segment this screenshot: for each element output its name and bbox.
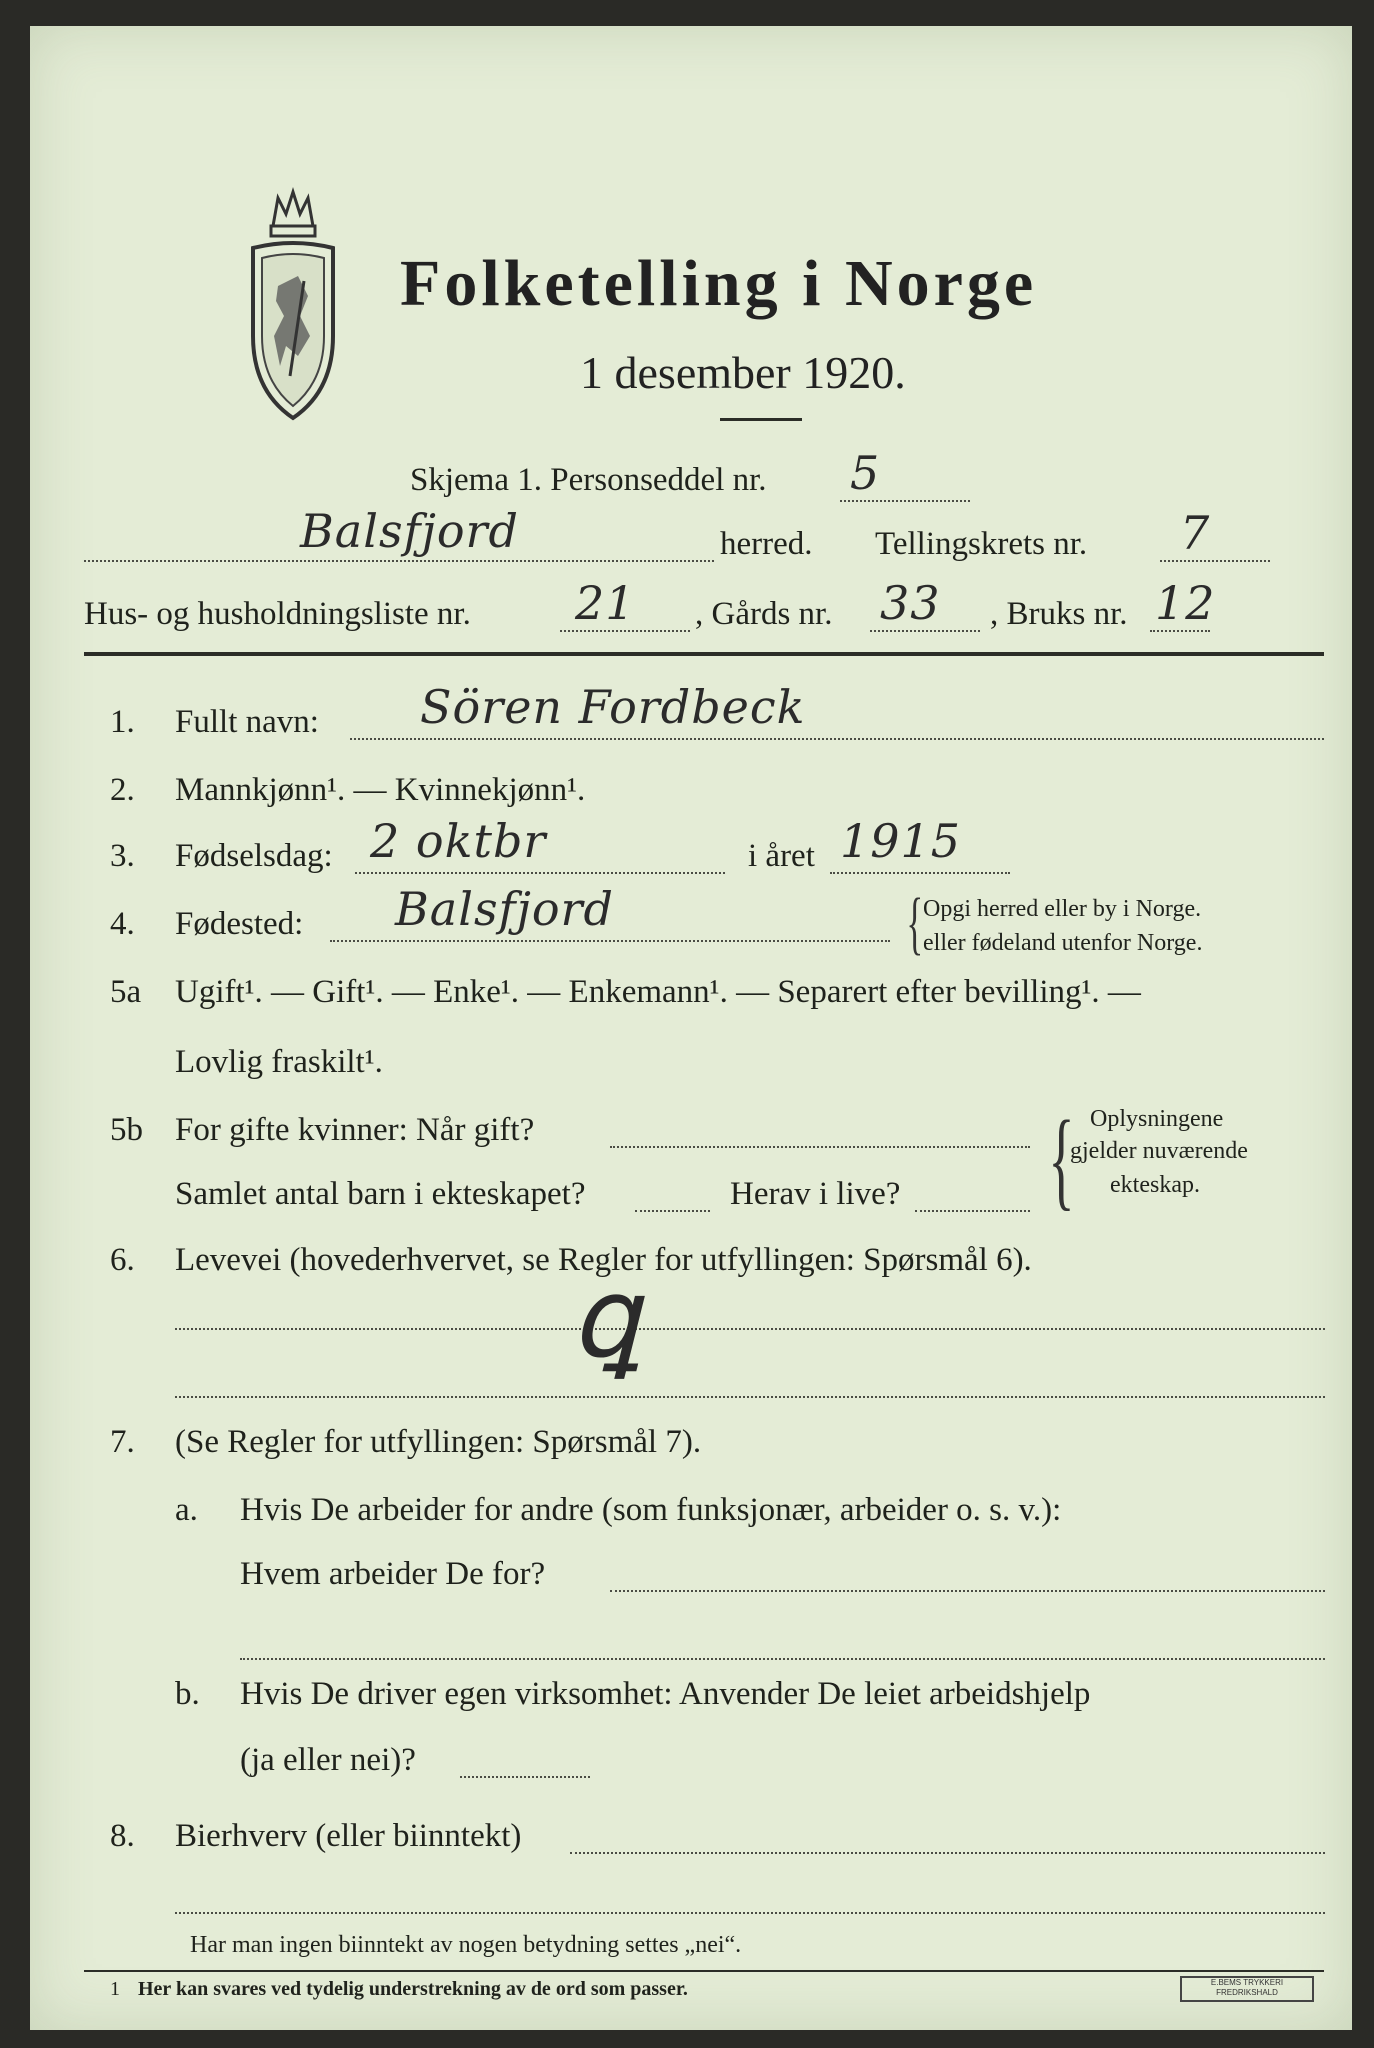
q5b-alive-label: Herav i live? (730, 1176, 901, 1212)
q7a-dots-2 (240, 1658, 1325, 1660)
q4-brace: { (906, 885, 924, 962)
header-rule (84, 652, 1324, 656)
skjema-dots (840, 500, 970, 502)
q2-label: Mannkjønn¹. — Kvinnekjønn¹. (175, 772, 586, 808)
q3-year-label: i året (748, 838, 815, 874)
bruk-value[interactable]: 12 (1155, 576, 1216, 630)
q4-label: Fødested: (175, 906, 304, 942)
title-divider (720, 418, 802, 421)
q3-number: 3. (110, 838, 135, 874)
herred-label: herred. (720, 526, 813, 562)
q8-dots-1 (570, 1852, 1325, 1854)
q5b-brace: { (1048, 1098, 1075, 1220)
q6-mark[interactable]: ꝗ (570, 1254, 641, 1382)
q5b-alive-dots (915, 1210, 1030, 1212)
q7a-dots-1 (610, 1590, 1325, 1592)
q4-number: 4. (110, 906, 135, 942)
q5b-note-2: gjelder nuværende (1070, 1138, 1248, 1164)
q2-number: 2. (110, 772, 135, 808)
q1-number: 1. (110, 704, 135, 740)
q7a-line1: Hvis De arbeider for andre (som funksjonær, arbeider o. s. v.): (240, 1492, 1062, 1528)
q6-label: Levevei (hovederhvervet, se Regler for utfyllingen: Spørsmål 6). (175, 1242, 1032, 1278)
q5b-line1: For gifte kvinner: Når gift? (175, 1112, 535, 1148)
krets-label: Tellingskrets nr. (875, 526, 1088, 562)
q5a-number: 5a (110, 974, 142, 1010)
q5b-married-dots (610, 1146, 1030, 1148)
q8-note: Har man ingen biinntekt av nogen betydning settes „nei“. (190, 1932, 742, 1958)
skjema-label: Skjema 1. Personseddel nr. (410, 462, 767, 498)
q3-label: Fødselsdag: (175, 838, 333, 874)
gard-value[interactable]: 33 (880, 576, 941, 630)
q6-number: 6. (110, 1242, 135, 1278)
census-form-sheet (30, 26, 1352, 2030)
q7b-line2: (ja eller nei)? (240, 1742, 416, 1778)
q3-value[interactable]: 2 oktbr (370, 814, 547, 868)
bruk-dots (1150, 630, 1210, 632)
q4-value[interactable]: Balsfjord (395, 882, 614, 936)
q6-dots-1 (175, 1328, 1325, 1330)
printer-stamp: E.BEMS TRYKKERI FREDRIKSHALD (1180, 1976, 1314, 2002)
norway-coat-of-arms-icon (238, 186, 348, 426)
form-subtitle: 1 desember 1920. (580, 347, 906, 398)
q7a-letter: a. (175, 1492, 198, 1528)
q3-dots (355, 872, 725, 874)
q8-number: 8. (110, 1818, 135, 1854)
q5b-note-1: Oplysningene (1090, 1106, 1224, 1132)
q1-dots (350, 738, 1324, 740)
q5a-line2: Lovlig fraskilt¹. (175, 1044, 383, 1080)
footnote-text: Her kan svares ved tydelig understrekning av de ord som passer. (138, 1978, 688, 2000)
footnote-mark: 1 (110, 1978, 120, 2000)
skjema-value[interactable]: 5 (850, 446, 881, 500)
liste-dots (560, 630, 690, 632)
q3-year-value[interactable]: 1915 (840, 814, 962, 868)
q7-label: (Se Regler for utfyllingen: Spørsmål 7). (175, 1424, 702, 1460)
q5b-note-3: ekteskap. (1110, 1172, 1200, 1198)
q5a-line1: Ugift¹. — Gift¹. — Enke¹. — Enkemann¹. — Separert efter bevilling¹. — (175, 974, 1141, 1010)
gard-label: , Gårds nr. (695, 596, 833, 632)
q1-label: Fullt navn: (175, 704, 319, 740)
gard-dots (870, 630, 980, 632)
liste-value[interactable]: 21 (575, 576, 636, 630)
q5b-children-label: Samlet antal barn i ekteskapet? (175, 1176, 586, 1212)
q5b-children-dots (635, 1210, 710, 1212)
q1-value[interactable]: Sören Fordbeck (420, 680, 806, 734)
q5b-number: 5b (110, 1112, 143, 1148)
herred-dots (84, 560, 714, 562)
q6-dots-2 (175, 1396, 1325, 1398)
q7b-dots (460, 1776, 590, 1778)
herred-value[interactable]: Balsfjord (300, 504, 519, 558)
q7b-line1: Hvis De driver egen virksomhet: Anvender De leiet arbeidshjelp (240, 1676, 1091, 1712)
q7b-letter: b. (175, 1676, 200, 1712)
q4-note-1: Opgi herred eller by i Norge. (923, 896, 1202, 922)
liste-label: Hus- og husholdningsliste nr. (84, 596, 471, 632)
form-title: Folketelling i Norge (400, 247, 1038, 320)
q7a-line2: Hvem arbeider De for? (240, 1556, 546, 1592)
q8-label: Bierhverv (eller biinntekt) (175, 1818, 522, 1854)
footnote-rule (84, 1970, 1324, 1972)
q4-note-2: eller fødeland utenfor Norge. (923, 930, 1203, 956)
q7-number: 7. (110, 1424, 135, 1460)
q8-dots-2 (175, 1912, 1325, 1914)
krets-dots (1160, 560, 1270, 562)
krets-value[interactable]: 7 (1180, 506, 1211, 560)
q3-year-dots (830, 872, 1010, 874)
bruk-label: , Bruks nr. (990, 596, 1128, 632)
q4-dots (330, 940, 890, 942)
